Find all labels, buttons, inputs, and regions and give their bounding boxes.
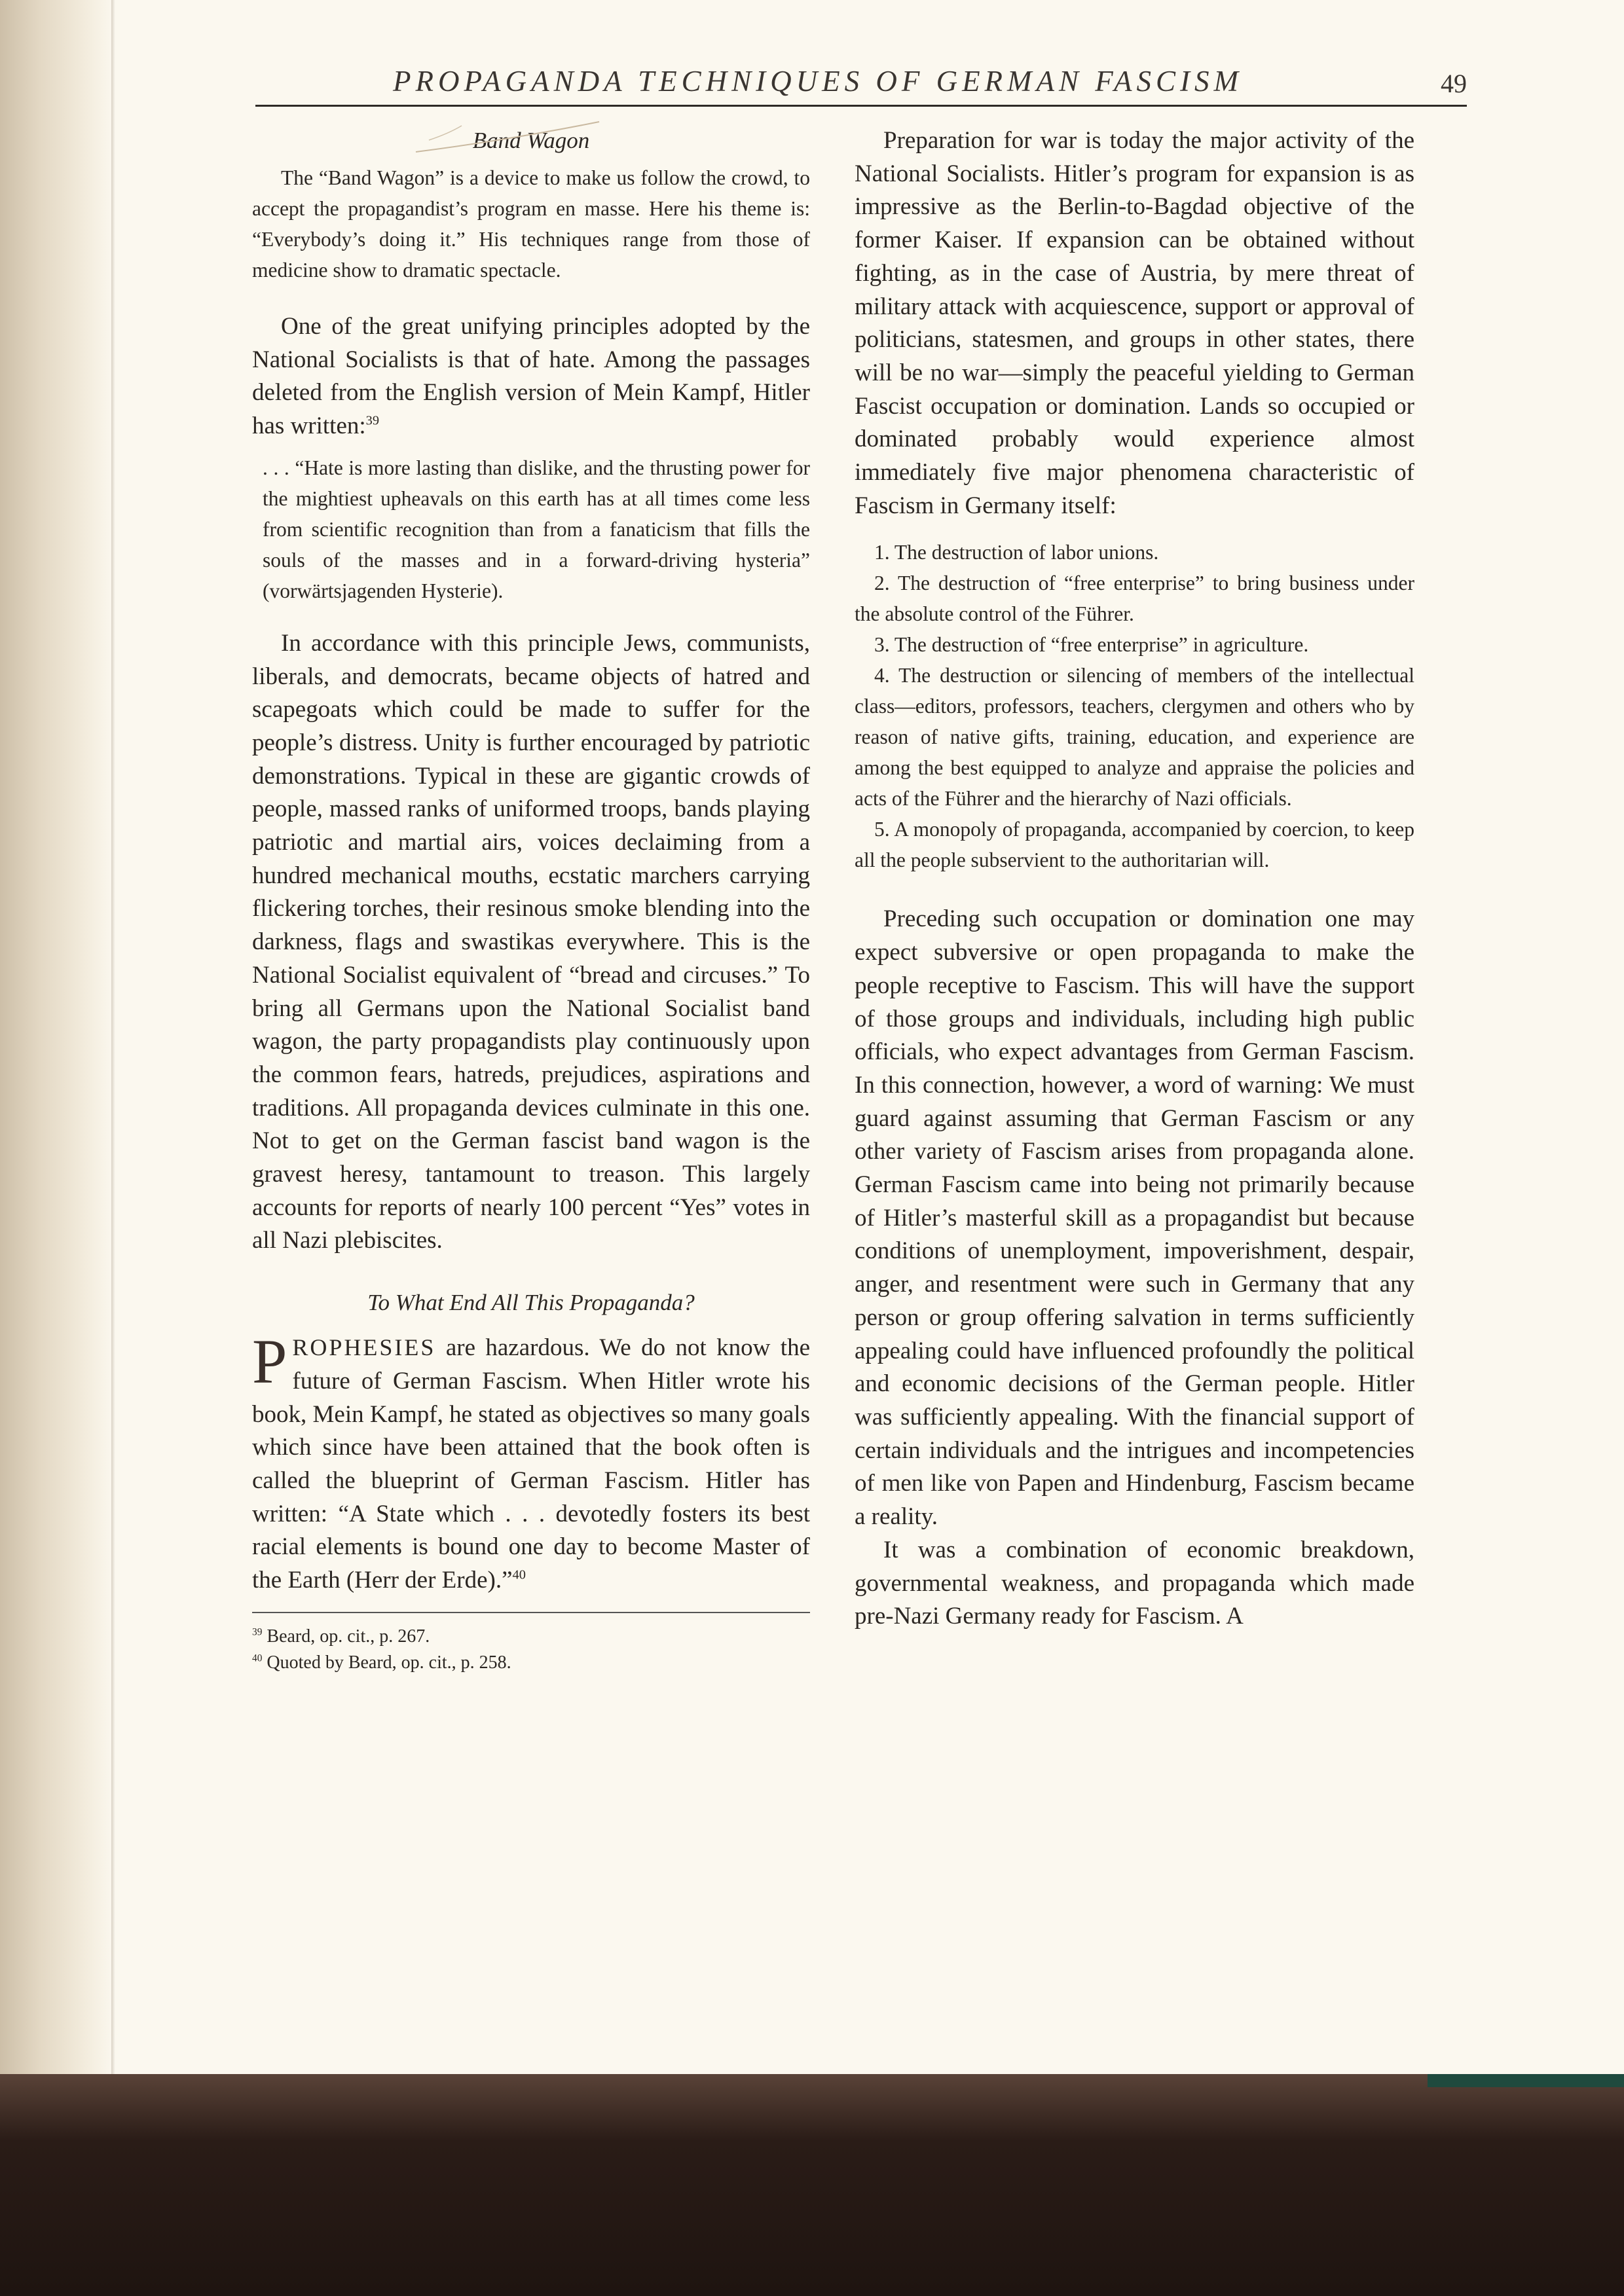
- list-item: 2. The destruction of “free enterprise” to bring business under the absolute control of the Führer.: [855, 572, 1414, 626]
- list-item: 3. The destruction of “free enterprise” in agriculture.: [874, 633, 1309, 657]
- page-header: [249, 60, 1467, 106]
- running-title: PROPAGANDA TECHNIQUES OF GERMAN FASCISM: [393, 65, 1243, 98]
- list-item: 4. The destruction or silencing of members of the intellectual class—editors, professors, teachers, clergymen and others who by reason of native gifts, training, education, and experience are among the best equipped to analyze and appraise the policies and acts of the Führer and the hierarchy of Nazi officials.: [855, 664, 1414, 811]
- hitler-quote: . . . “Hate is more lasting than dislike, and the thrusting power for the mightiest upheavals on this earth has at all times come less from scientific recognition than from a fanaticism that fills the souls of the masses and in a forward-driving hysteria” (vorwärtsjagenden Hysterie).: [263, 456, 810, 602]
- left-paragraph-prophesies: [252, 1326, 810, 1597]
- footnotes: [252, 1624, 810, 1676]
- footnote: [252, 1650, 810, 1676]
- footnote-number: 39: [252, 1626, 263, 1638]
- footnote-text: Quoted by Beard, op. cit., p. 258.: [267, 1652, 511, 1673]
- bandwagon-box: [252, 124, 810, 285]
- phenomena-list: [855, 537, 1414, 875]
- footnote: [252, 1624, 810, 1650]
- gutter-edge: [111, 0, 115, 2296]
- left-paragraph-bandwagon: In accordance with this principle Jews, communists, liberals, and democrats, became objects of hatred and scapegoats which could be made to suffer for the people’s distress. Unity is further encouraged by patriotic demonstrations. Typical in these are gigantic crowds of people, massed ranks of uniformed troops, bands playing patriotic and martial airs, voices declaiming from a hundred mechanical mouths, ecstatic marchers carrying flickering torches, their resinous smoke blending into the darkness, flags and swastikas everywhere. This is the National Socialist equivalent of “bread and circuses.” To bring all Germans upon the National Socialist band wagon, the party propagandists play continuously upon the common fears, hatreds, prejudices, aspirations and traditions. All propaganda devices culminate in this one. Not to get on the German fascist band wagon is the gravest heresy, tantamount to treason. This largely accounts for reports of nearly 100 percent “Yes” votes in all Nazi plebiscites.: [252, 629, 810, 1254]
- footnote-number: 40: [252, 1652, 263, 1664]
- bandwagon-box-text: The “Band Wagon” is a device to make us follow the crowd, to accept the propagandist’s program en masse. Here his theme is: “Everybody’s doing it.” His techniques range from those of medicine show to dramatic spectacle.: [252, 166, 810, 282]
- footnote-ref-39: 39: [365, 413, 379, 428]
- bandwagon-heading: Band Wagon: [472, 128, 590, 153]
- right-paragraph-combination: It was a combination of economic breakdown, governmental weakness, and propaganda which made pre-Nazi Germany ready for Fascism. A: [855, 1536, 1414, 1630]
- footnote-ref-40: 40: [512, 1567, 526, 1582]
- right-paragraph-preceding: Preceding such occupation or domination one may expect subversive or open propaganda to make the people receptive to Fascism. This will have the support of those groups and individuals, including high public officials, who expect advantages from German Fascism. In this connection, however, a word of warning: We must guard against assuming that German Fascism or any other variety of Fascism arises from propaganda alone. German Fascism came into being not primarily because of Hitler’s masterful skill as a propagandist but because conditions of unemployment, impoverishment, despair, anger, and resentment were such in Germany that any person or group offering salvation in terms sufficiently appealing could have influenced profoundly the political and economic decisions of the German people. Hitler was sufficiently appealing. With the financial support of certain individuals and the intrigues and incompetencies of men like von Papen and Hindenburg, Fascism became a reality.: [855, 905, 1414, 1531]
- section-heading-to-what-end: To What End All This Propaganda?: [367, 1290, 695, 1316]
- right-paragraph-war: Preparation for war is today the major activity of the National Socialists. Hitler’s program for expansion is as impressive as the Berlin-to-Bagdad objective of the former Kaiser. If expansion can be obtained without fighting, as in the case of Austria, by mere threat of military attack with acquiescence, support or approval of politicians, statesmen, and groups in other states, there will be no war—simply the peaceful yielding to German Fascist occupation or domination. Lands so occupied or dominated probably would experience almost immediately five major phenomena characteristic of Fascism in Germany itself:: [855, 127, 1414, 519]
- drop-cap: P: [252, 1326, 287, 1397]
- footnote-text: Beard, op. cit., p. 267.: [267, 1626, 430, 1647]
- footnote-rule: [252, 1612, 810, 1613]
- left-paragraph-prophesies-text: are hazardous. We do not know the future of German Fascism. When Hitler wrote his book, Mein Kampf, he stated as objectives so many goals which since have been attained that the book often is called the blueprint of German Fascism. Hitler has written: “A State which . . . devotedly fosters its best racial elements is bound one day to become Master of the Earth (Herr der Erde).”: [252, 1334, 810, 1594]
- book-gutter-shadow: [0, 0, 115, 2296]
- left-column: [252, 124, 810, 1676]
- handwritten-swoosh-mark: [409, 120, 606, 160]
- left-paragraph-hate: [252, 310, 810, 443]
- right-column: [855, 124, 1414, 1633]
- list-item: 5. A monopoly of propaganda, accompanied by coercion, to keep all the people subservient to the authoritarian will.: [855, 818, 1414, 872]
- header-rule: [255, 105, 1467, 107]
- book-edge-background: [0, 2074, 1624, 2296]
- cover-edge: [1428, 2074, 1624, 2087]
- list-item: 1. The destruction of labor unions.: [874, 541, 1159, 564]
- page-number: 49: [1441, 69, 1467, 98]
- small-caps-lead: ROPHESIES: [292, 1334, 436, 1361]
- left-paragraph-hate-text: One of the great unifying principles adopted by the National Socialists is that of hate. Among the passages deleted from the English version of Mein Kampf, Hitler has written:: [252, 313, 810, 440]
